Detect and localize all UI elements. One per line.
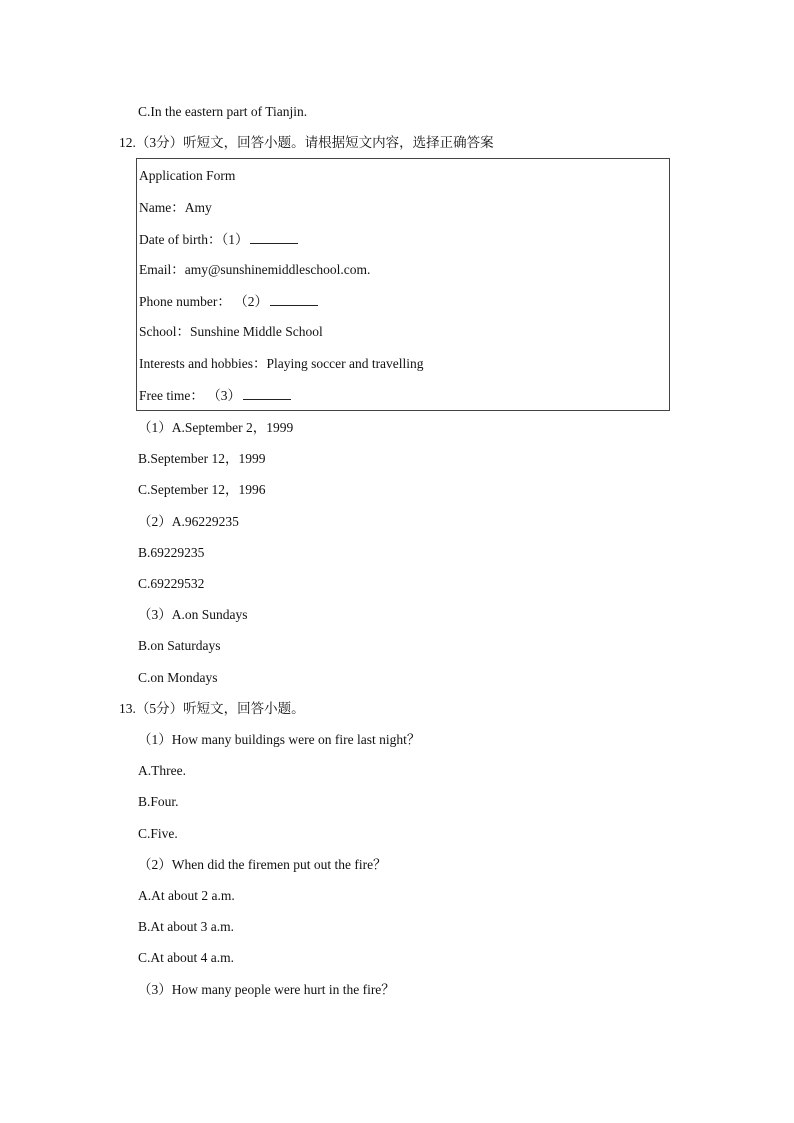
question-13-heading: 13.（5分）听短文，回答小题。 — [119, 701, 305, 716]
form-interests: Interests and hobbies：Playing soccer and travelling — [139, 356, 424, 371]
form-school: School：Sunshine Middle School — [139, 324, 323, 339]
q13-sub2-question: （2）When did the firemen put out the fire？ — [138, 857, 387, 872]
q13-sub3-question: （3）How many people were hurt in the fire？ — [138, 982, 395, 997]
question-12-heading: 12.（3分）听短文，回答小题。请根据短文内容，选择正确答案 — [119, 135, 494, 150]
q12-sub2-option-c: C.69229532 — [138, 576, 205, 591]
q12-sub2-option-b: B.69229235 — [138, 545, 205, 560]
blank-line — [250, 231, 298, 244]
q13-sub2-option-a: A.At about 2 a.m. — [138, 888, 235, 903]
q12-sub1-option-a: （1）A.September 2，1999 — [138, 420, 294, 435]
q12-sub1-option-b: B.September 12，1999 — [138, 451, 266, 466]
q13-sub1-option-a: A.Three. — [138, 763, 186, 778]
q12-sub3-option-b: B.on Saturdays — [138, 638, 221, 653]
q13-sub1-option-c: C.Five. — [138, 826, 178, 841]
q12-sub3-option-a: （3）A.on Sundays — [138, 607, 248, 622]
form-free-time-label: Free time： （3） — [139, 388, 241, 403]
form-email: Email：amy@sunshinemiddleschool.com. — [139, 262, 371, 277]
form-date-of-birth — [139, 231, 298, 248]
q13-sub1-option-b: B.Four. — [138, 794, 179, 809]
q13-sub2-option-b: B.At about 3 a.m. — [138, 919, 234, 934]
previous-option-c: C.In the eastern part of Tianjin. — [138, 104, 308, 119]
q12-sub1-option-c: C.September 12，1996 — [138, 482, 266, 497]
form-phone-number — [139, 293, 318, 310]
form-name: Name：Amy — [139, 200, 212, 215]
form-free-time — [139, 387, 291, 404]
form-title: Application Form — [139, 168, 236, 183]
q12-sub2-option-a: （2）A.96229235 — [138, 514, 239, 529]
application-form-box — [136, 158, 670, 411]
q13-sub1-question: （1）How many buildings were on fire last night？ — [138, 732, 421, 747]
blank-line — [270, 293, 318, 306]
form-date-of-birth-label: Date of birth：（1） — [139, 232, 249, 247]
blank-line — [243, 387, 291, 400]
form-phone-label: Phone number： （2） — [139, 294, 268, 309]
q13-sub2-option-c: C.At about 4 a.m. — [138, 950, 234, 965]
q12-sub3-option-c: C.on Mondays — [138, 670, 218, 685]
